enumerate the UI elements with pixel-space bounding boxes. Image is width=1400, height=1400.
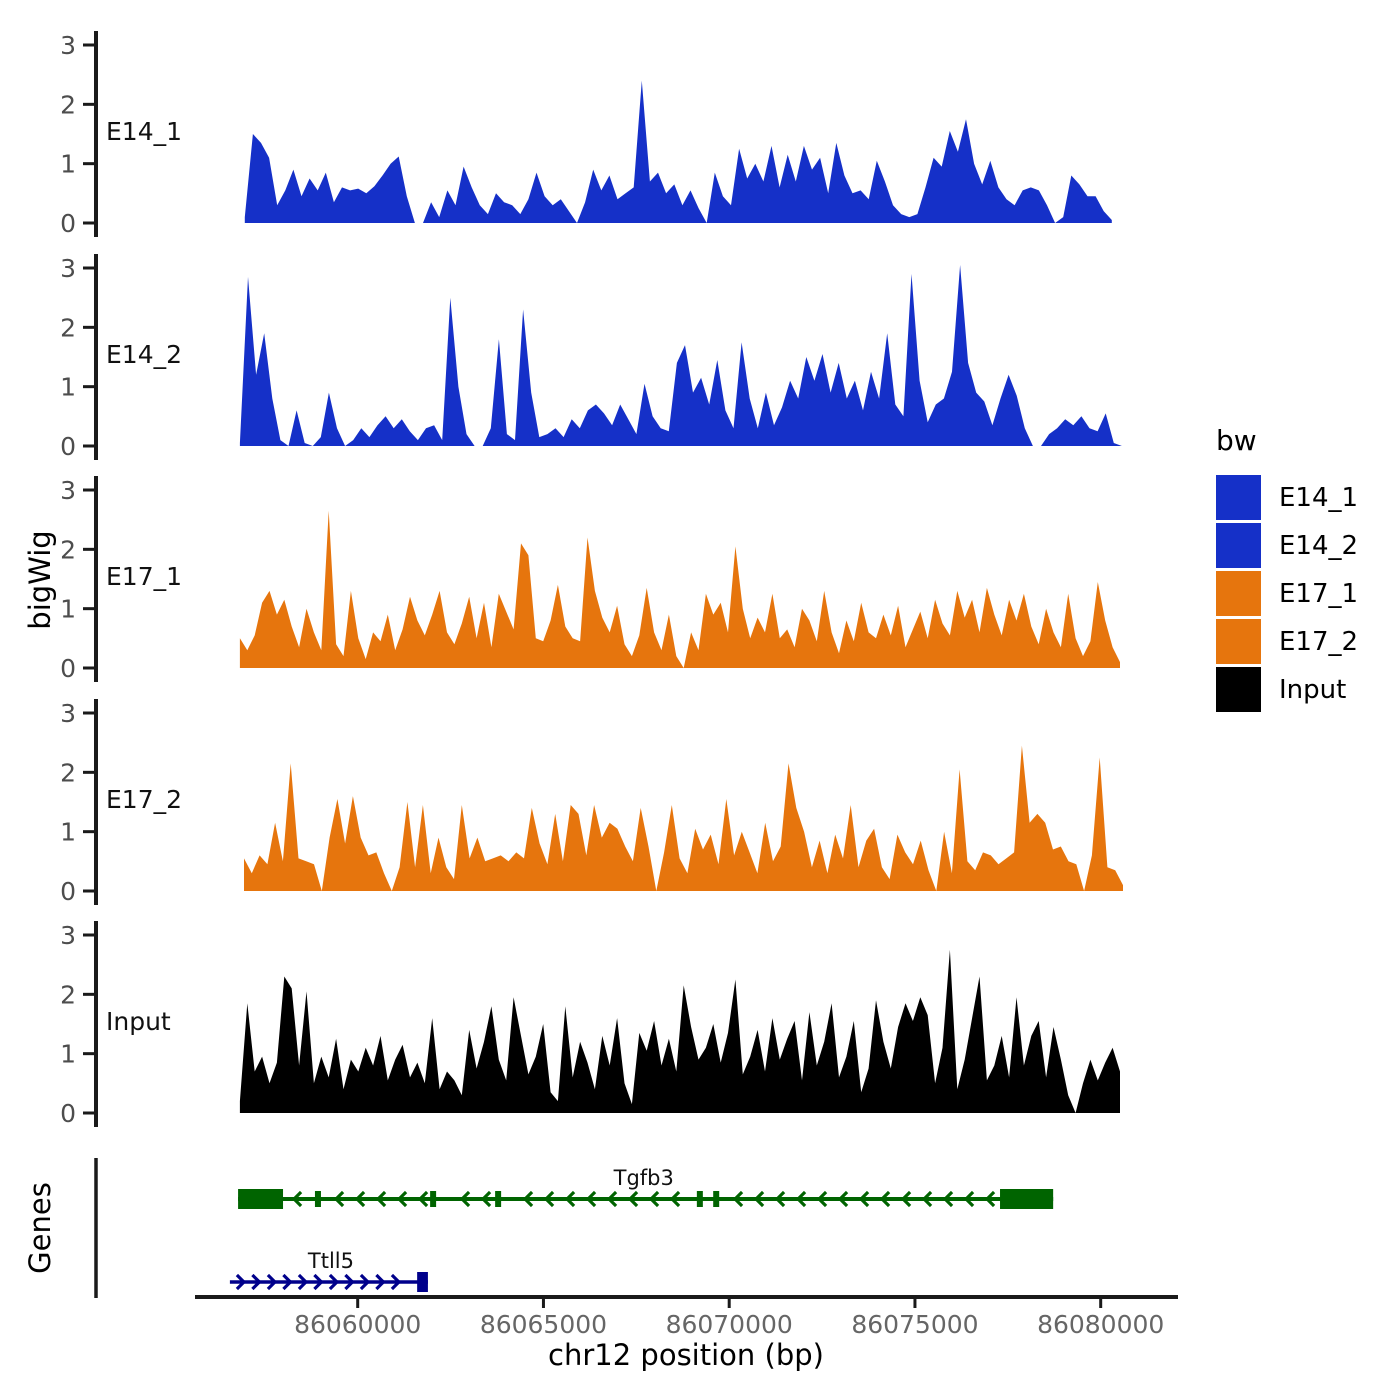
- track-label-e14-2: E14_2: [106, 340, 183, 369]
- x-tick-label: 86060000: [294, 1310, 422, 1339]
- x-tick-label: 86080000: [1037, 1310, 1165, 1339]
- genes-panel-title: Genes: [23, 1182, 57, 1274]
- y-tick-label: 0: [60, 1099, 76, 1128]
- gene-exon-box: [238, 1189, 283, 1209]
- y-tick-label: 1: [60, 1039, 76, 1069]
- gene-exon-mark: [430, 1191, 436, 1207]
- legend-swatch-e14-2: [1216, 523, 1261, 568]
- track-label-input: Input: [106, 1007, 171, 1036]
- gene-exon-mark: [315, 1191, 321, 1207]
- x-axis-title: chr12 position (bp): [548, 1338, 824, 1372]
- y-tick-label: 2: [60, 313, 76, 343]
- y-tick-label: 3: [60, 31, 76, 60]
- y-tick-label: 3: [60, 699, 76, 728]
- y-tick-label: 2: [60, 758, 76, 788]
- legend-label: Input: [1279, 674, 1347, 705]
- y-tick-label: 3: [60, 476, 76, 505]
- gene-label-tgfb3: Tgfb3: [613, 1166, 674, 1190]
- legend-row: [1216, 667, 1358, 712]
- y-tick-label: 2: [60, 90, 76, 120]
- legend-label: E17_2: [1279, 626, 1359, 657]
- legend-swatch-input: [1216, 667, 1261, 712]
- coverage-area-E14_1: [245, 81, 1112, 223]
- legend-label: E14_1: [1279, 482, 1359, 513]
- coverage-area-E17_2: [244, 746, 1123, 891]
- gene-exon-mark: [697, 1191, 703, 1207]
- coverage-area-E14_2: [240, 265, 1122, 446]
- legend-swatch-e14-1: [1216, 475, 1261, 520]
- track-label-e17-2: E17_2: [106, 785, 183, 814]
- legend-swatch-e17-2: [1216, 619, 1261, 664]
- gene-label-ttll5: Ttll5: [307, 1249, 354, 1273]
- y-tick-label: 3: [60, 921, 76, 950]
- x-tick-label: 86065000: [479, 1310, 608, 1339]
- legend-row: [1216, 619, 1358, 664]
- y-tick-label: 2: [60, 535, 76, 565]
- legend-title: bw: [1216, 424, 1257, 457]
- legend-row: [1216, 475, 1358, 520]
- gene-exon-box: [1000, 1189, 1053, 1209]
- y-tick-label: 0: [60, 877, 76, 906]
- y-tick-label: 0: [60, 209, 76, 238]
- track-label-e17-1: E17_1: [106, 562, 183, 591]
- legend-row: [1216, 523, 1358, 568]
- y-tick-label: 1: [60, 372, 76, 402]
- gene-exon-mark: [495, 1191, 501, 1207]
- y-tick-label: 1: [60, 594, 76, 624]
- track-label-e14-1: E14_1: [106, 117, 183, 146]
- x-tick-label: 86075000: [851, 1310, 979, 1339]
- gene-exon-mark: [713, 1191, 719, 1207]
- coverage-area-E17_1: [240, 511, 1120, 668]
- legend: [1216, 424, 1358, 715]
- y-tick-label: 1: [60, 817, 76, 847]
- y-tick-label: 1: [60, 149, 76, 179]
- y-tick-label: 2: [60, 980, 76, 1010]
- legend-swatch-e17-1: [1216, 571, 1261, 616]
- gene-exon-box: [417, 1272, 428, 1292]
- y-tick-label: 0: [60, 654, 76, 683]
- legend-label: E14_2: [1279, 530, 1359, 561]
- y-tick-label: 0: [60, 432, 76, 461]
- x-tick-label: 86070000: [665, 1310, 793, 1339]
- y-tick-label: 3: [60, 254, 76, 283]
- y-axis-title: bigWig: [23, 530, 57, 630]
- coverage-area-Input: [240, 950, 1120, 1113]
- legend-row: [1216, 571, 1358, 616]
- legend-label: E17_1: [1279, 578, 1359, 609]
